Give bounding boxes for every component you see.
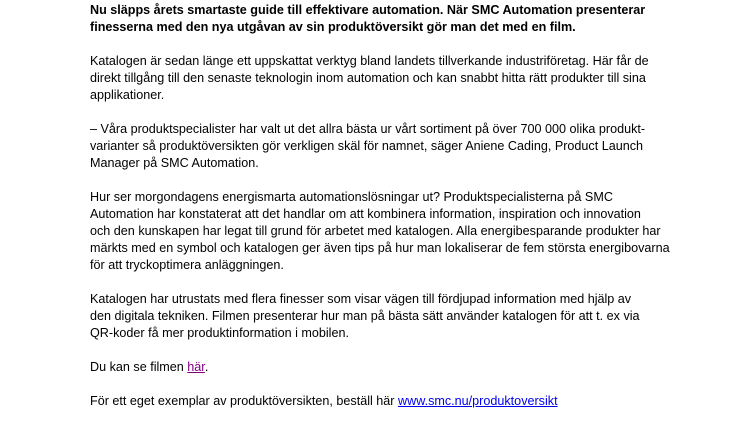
text-line: märkts med en symbol och katalogen ger även tips på hur man lokaliserar de fem största energibovarna [90, 241, 670, 255]
film-paragraph [90, 359, 690, 376]
text-line: Manager på SMC Automation. [90, 156, 259, 170]
text-line: för att tryckoptimera anläggningen. [90, 258, 284, 272]
text-line: Katalogen har utrustats med flera finesser som visar vägen till fördjupad information med hjälp av [90, 292, 632, 306]
intro-paragraph [90, 53, 690, 104]
lead-line: finesserna med den nya utgåvan av sin produktöversikt gör man det med en film. [90, 20, 576, 34]
text-line: direkt tillgång till den senaste teknologin inom automation och kan snabbt hitta rätt produkter till sina [90, 71, 646, 85]
text-line: – Våra produktspecialister har valt ut det allra bästa ur vårt sortiment på över 700 000 olika produkt- [90, 122, 646, 136]
film-period: . [204, 360, 209, 374]
text-line: QR-koder få mer produktinformation i mobilen. [90, 326, 349, 340]
text-line: varianter så produktöversikten gör verkligen skäl för namnet, säger Aniene Cading, Product Launch [90, 139, 644, 153]
digital-paragraph [90, 291, 690, 342]
text-line: applikationer. [90, 88, 165, 102]
lead-line: Nu släpps årets smartaste guide till effektivare automation. När SMC Automation presenterar [90, 3, 646, 17]
film-text: Du kan se filmen [90, 360, 188, 374]
order-text: För ett eget exemplar av produktöversikten, beställ här [90, 394, 398, 408]
film-link[interactable]: här [187, 360, 205, 374]
text-line: och den kunskapen har legat till grund för arbetet med katalogen. Alla energibesparande produkter har [90, 224, 661, 238]
press-release-body [90, 2, 690, 427]
order-paragraph [90, 393, 690, 410]
energy-paragraph [90, 189, 690, 274]
lead-paragraph [90, 2, 690, 36]
text-line: Hur ser morgondagens energismarta automationslösningar ut? Produktspecialisterna på SMC [90, 190, 613, 204]
text-line: Katalogen är sedan länge ett uppskattat verktyg bland landets tillverkande industriföretag. Här får de [90, 54, 649, 68]
text-line: den digitala tekniken. Filmen presenterar hur man på bästa sätt använder katalogen för att t. ex via [90, 309, 640, 323]
text-line: Automation har konstaterat att det handlar om att kombinera information, inspiration och innovation [90, 207, 641, 221]
order-link[interactable]: www.smc.nu/produktoversikt [398, 394, 558, 408]
quote-paragraph [90, 121, 690, 172]
